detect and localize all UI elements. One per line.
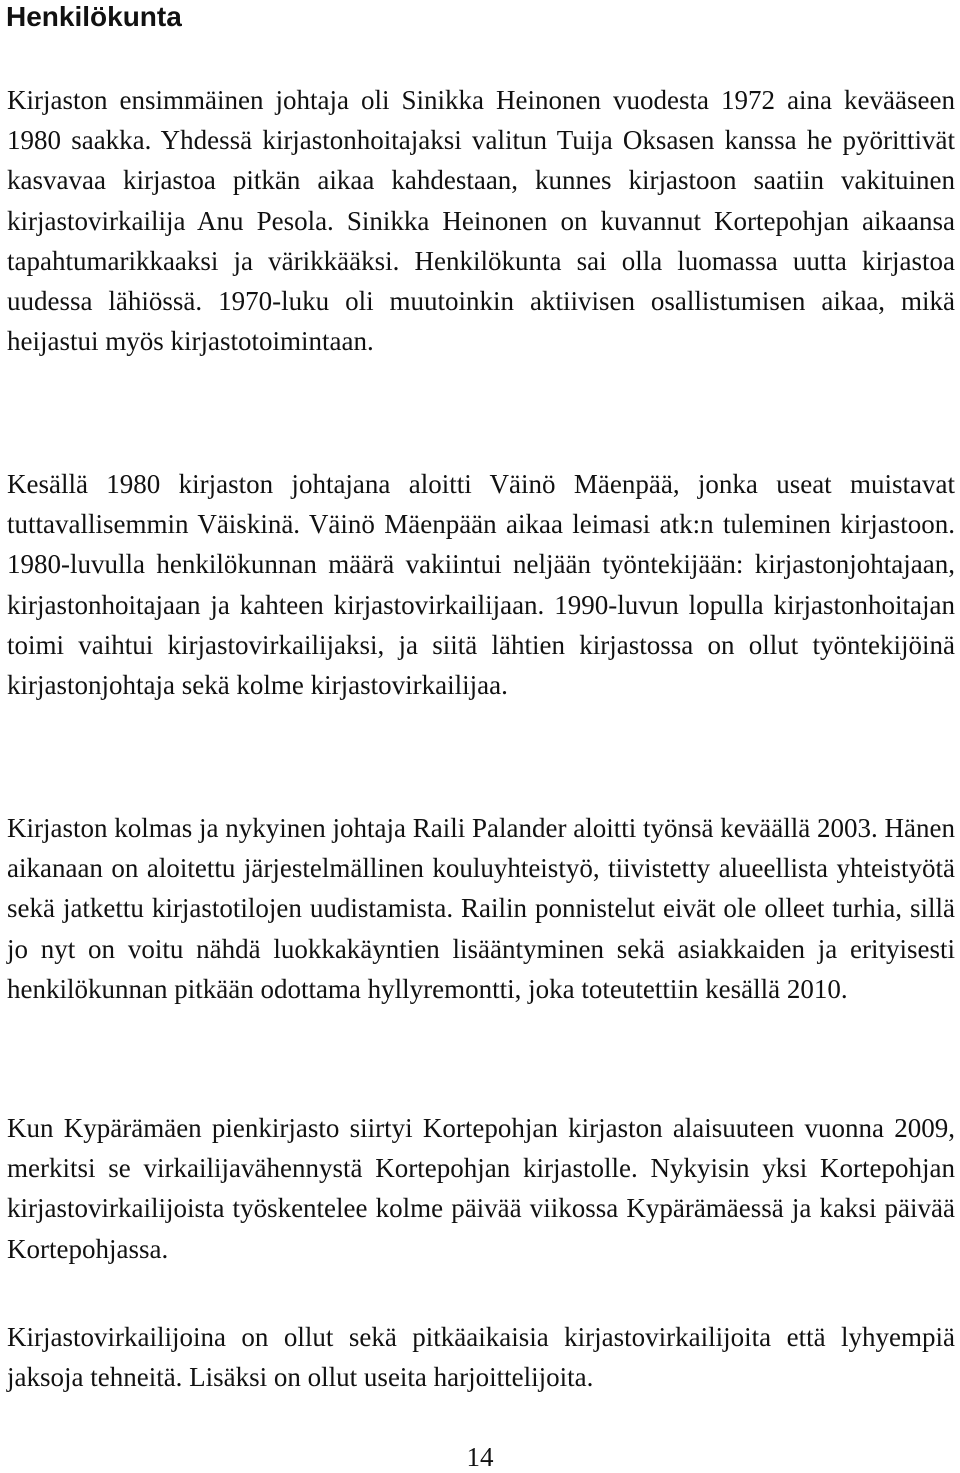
paragraph-first-director: Kirjaston ensimmäinen johtaja oli Sinikka Heinonen vuodesta 1972 aina kevääseen 1980 saakka. Yhdessä kirjastonhoitajaksi valitun Tuija Oksasen kanssa he pyörittivät kasvavaa kirjastoa pitkän aikaa kahdestaan, kunnes kirjastoon saatiin vakituinen kirjastovirkailija Anu Pesola. Sinikka Heinonen on kuvannut Kortepohjan aikaansa tapahtumarikkaaksi ja värikkääksi. Henkilökunta sai olla luomassa uutta kirjastoa uudessa lähiössä. 1970-luku oli muutoinkin aktiivisen osallistumisen aikaa, mikä heijastui myös kirjastotoimintaan. xyxy=(7,85,955,357)
section-heading: Henkilökunta xyxy=(6,1,182,32)
paragraph-third-director: Kirjaston kolmas ja nykyinen johtaja Raili Palander aloitti työnsä keväällä 2003. Hänen aikanaan on aloitettu järjestelmällinen kouluyhteistyö, tiivistetty alueellista yhteistyötä sekä jatkettu kirjastotilojen uudistamista. Railin ponnistelut eivät ole olleet turhia, sillä jo nyt on voitu nähdä luokkakäyntien lisääntyminen sekä asiakkaiden ja erityisesti henkilökunnan pitkään odottama hyllyremontti, joka toteutettiin kesällä 2010. xyxy=(7,813,955,1004)
paragraph-kyparamaki-branch: Kun Kypärämäen pienkirjasto siirtyi Kortepohjan kirjaston alaisuuteen vuonna 2009, merkitsi se virkailijavähennystä Kortepohjan kirjastolle. Nykyisin yksi Kortepohjan kirjastovirkailijoista työskentelee kolme päivää viikossa Kypärämäessä ja kaksi päivää Kortepohjassa. xyxy=(7,1113,955,1264)
paragraph-second-director: Kesällä 1980 kirjaston johtajana aloitti Väinö Mäenpää, jonka useat muistavat tuttavallisemmin Väiskinä. Väinö Mäenpään aikaa leimasi atk:n tuleminen kirjastoon. 1980-luvulla henkilökunnan määrä vakiintui neljään työntekijään: kirjastonjohtajaan, kirjastonhoitajaan ja kahteen kirjastovirkailijaan. 1990-luvun lopulla kirjastonhoitajan toimi vaihtui kirjastovirkailijaksi, ja siitä lähtien kirjastossa on ollut työntekijöinä kirjastonjohtaja sekä kolme kirjastovirkailijaa. xyxy=(7,469,955,701)
page-number: 14 xyxy=(466,1442,494,1472)
paragraph-other-staff: Kirjastovirkailijoina on ollut sekä pitkäaikaisia kirjastovirkailijoita että lyhyempiä jaksoja tehneitä. Lisäksi on ollut useita harjoittelijoita. xyxy=(7,1322,955,1393)
